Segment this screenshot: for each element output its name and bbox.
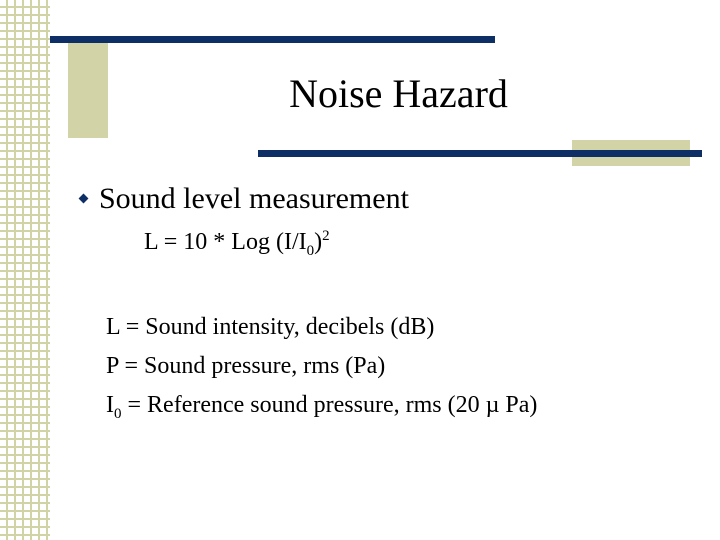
bullet-item	[76, 180, 409, 218]
formula	[144, 227, 330, 257]
diamond-bullet-icon	[79, 193, 89, 203]
definition-l: L = Sound intensity, decibels (dB)	[106, 314, 435, 340]
slide-title: Noise Hazard	[289, 71, 508, 116]
definition-i0-symbol: I	[106, 392, 114, 418]
definitions-list	[106, 308, 537, 425]
bullet-text: Sound level measurement	[99, 182, 409, 215]
definition-i0-subscript: 0	[114, 405, 122, 422]
definition-i0-text: = Reference sound pressure, rms (20 µ Pa)	[121, 392, 538, 418]
formula-close: )	[314, 229, 323, 255]
formula-superscript: 2	[322, 228, 330, 244]
formula-subscript: 0	[306, 242, 315, 259]
formula-prefix: L = 10 * Log (I/I	[144, 229, 307, 255]
decorative-navy-line-bottom	[258, 150, 702, 157]
definition-i0	[106, 386, 537, 425]
decorative-navy-line-top	[50, 36, 495, 43]
definition-p: P = Sound pressure, rms (Pa)	[106, 353, 386, 379]
